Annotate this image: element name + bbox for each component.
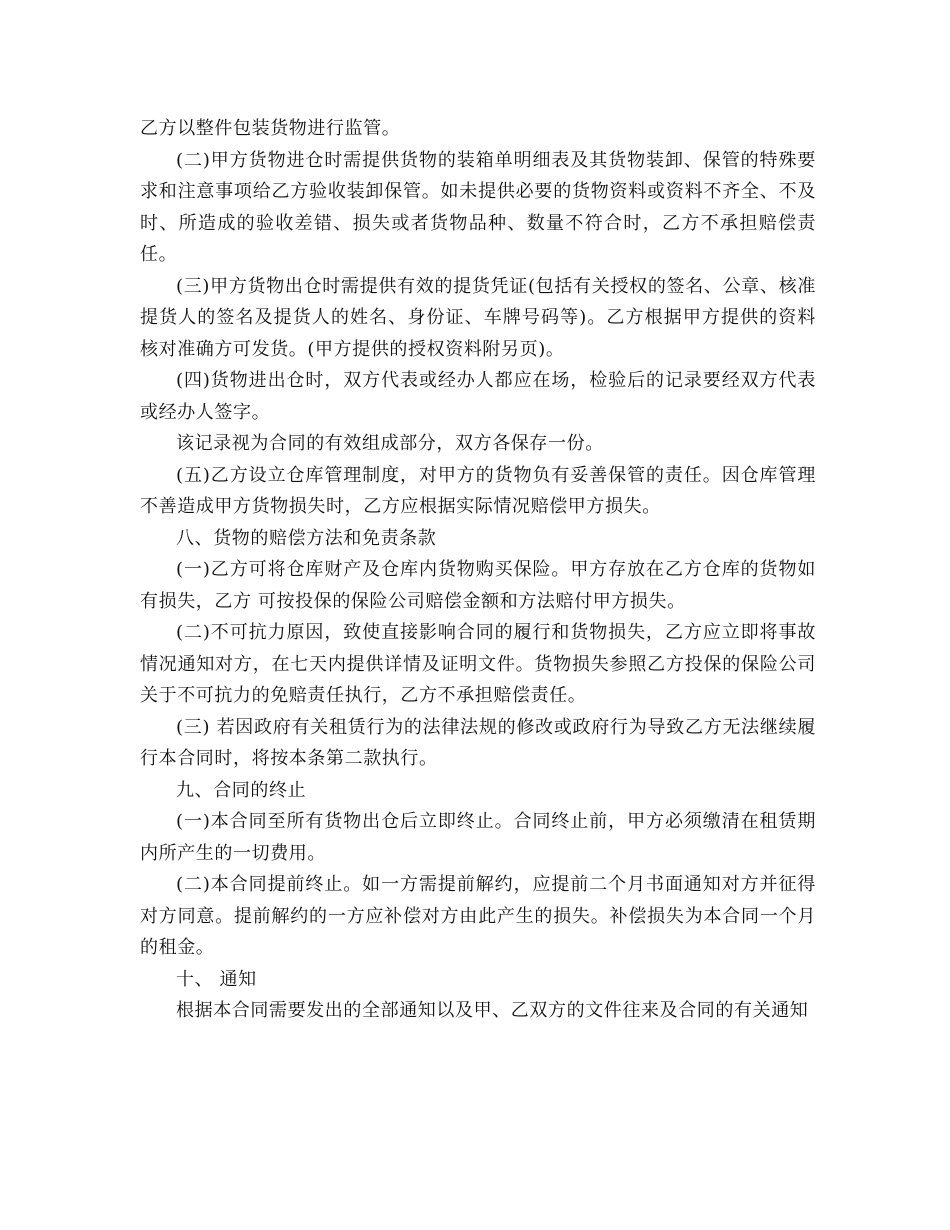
paragraph: (五)乙方设立仓库管理制度，对甲方的货物负有妥善保管的责任。因仓库管理不善造成甲方货物损失时，乙方应根据实际情况赔偿甲方损失。 [140,464,816,517]
paragraph: (二)甲方货物进仓时需提供货物的装箱单明细表及其货物装卸、保管的特殊要求和注意事项给乙方验收装卸保管。如未提供必要的货物资料或资料不齐全、不及时、所造成的验收差错、损失或者货物品种、数量不符合时，乙方不承担赔偿责任。 [140,149,816,265]
paragraph: 乙方以整件包装货物进行监管。 [140,118,401,139]
section-heading: 十、 通知 [176,968,257,990]
paragraph: (四)货物进出仓时，双方代表或经办人都应在场，检验后的记录要经双方代表或经办人签字。 [140,370,816,423]
paragraph: (二)本合同提前终止。如一方需提前解约，应提前二个月书面通知对方并征得对方同意。提前解约的一方应补偿对方由此产生的损失。补偿损失为本合同一个月的租金。 [140,874,816,958]
document-body [140,113,816,1027]
section-heading: 八、货物的赔偿方法和免责条款 [176,527,437,549]
paragraph: (三)甲方货物出仓时需提供有效的提货凭证(包括有关授权的签名、公章、核准提货人的签名及提货人的姓名、身份证、车牌号码等)。乙方根据甲方提供的资料核对准确方可发货。(甲方提供的授权资料附另页)。 [140,275,816,360]
paragraph: (一)本合同至所有货物出仓后立即终止。合同终止前，甲方必须缴清在租赁期内所产生的一切费用。 [140,811,816,864]
paragraph: 该记录视为合同的有效组成部分，双方各保存一份。 [176,433,604,454]
paragraph: 根据本合同需要发出的全部通知以及甲、乙双方的文件往来及合同的有关通知 [176,1000,809,1021]
paragraph: (二)不可抗力原因，致使直接影响合同的履行和货物损失，乙方应立即将事故情况通知对方，在七天内提供详情及证明文件。货物损失参照乙方投保的保险公司关于不可抗力的免赔责任执行，乙方不承担赔偿责任。 [140,622,816,706]
paragraph: (一)乙方可将仓库财产及仓库内货物购买保险。甲方存放在乙方仓库的货物如有损失，乙方 可按投保的保险公司赔偿金额和方法赔付甲方损失。 [140,559,816,612]
paragraph: (三) 若因政府有关租赁行为的法律法规的修改或政府行为导致乙方无法继续履行本合同时，将按本条第二款执行。 [140,716,816,769]
section-heading: 九、合同的终止 [176,779,307,801]
